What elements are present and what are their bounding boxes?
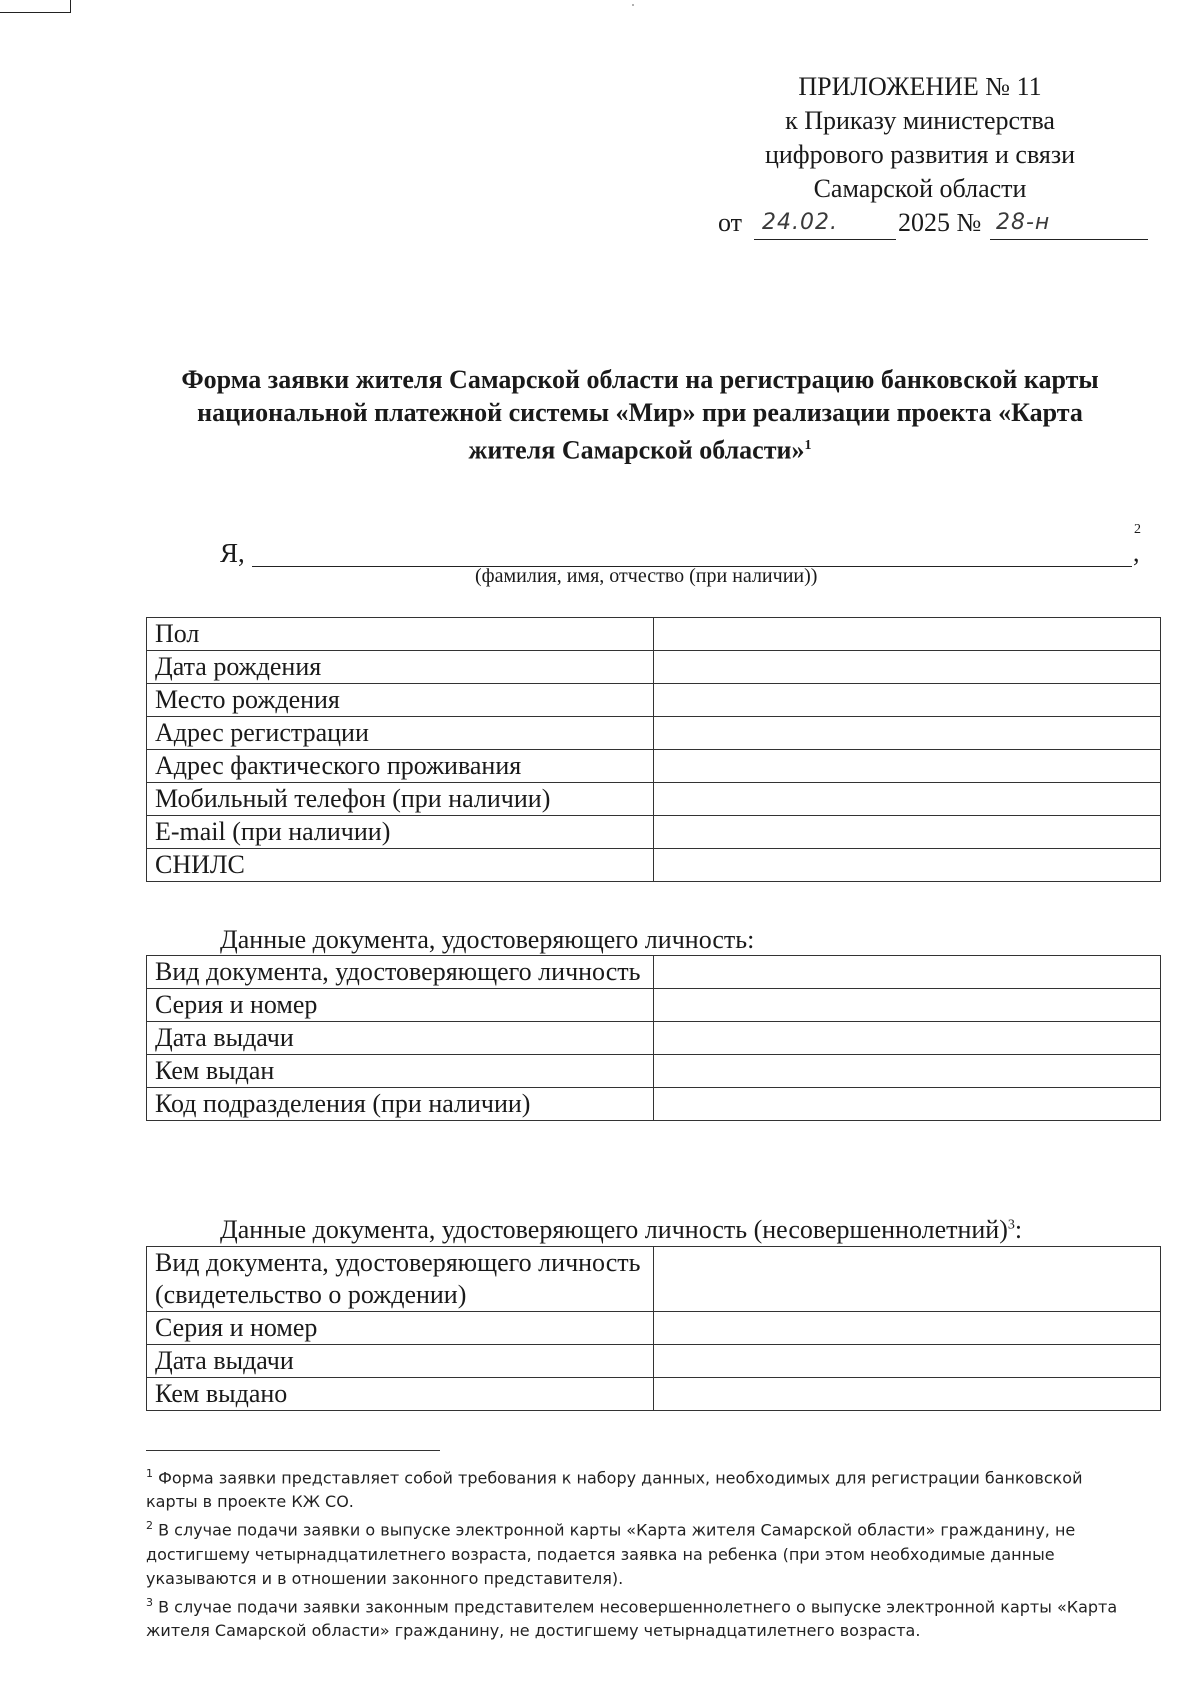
row-label: Адрес регистрации xyxy=(147,717,654,750)
table-row xyxy=(147,849,1161,882)
ministry-name: цифрового развития и связи xyxy=(764,140,1076,169)
row-value[interactable] xyxy=(654,717,1161,750)
table-row xyxy=(147,956,1161,989)
table-row xyxy=(147,816,1161,849)
footnote-mark: 3 xyxy=(146,1595,153,1609)
applicant-prefix: Я, xyxy=(220,538,245,568)
row-value[interactable] xyxy=(654,1345,1161,1378)
footnote-separator xyxy=(146,1450,440,1451)
applicant-footnote-mark: 2 xyxy=(1134,522,1141,537)
row-value[interactable] xyxy=(654,1312,1161,1345)
handwritten-number: 28-н xyxy=(996,210,1051,235)
row-value[interactable] xyxy=(654,1247,1161,1312)
row-value[interactable] xyxy=(654,750,1161,783)
row-label: Пол xyxy=(147,618,654,651)
table-row xyxy=(147,783,1161,816)
applicant-comma: , xyxy=(1133,538,1140,567)
form-title xyxy=(120,363,1160,467)
row-label: Серия и номер xyxy=(147,1312,654,1345)
title-line-1: Форма заявки жителя Самарской области на регистрацию банковской карты xyxy=(181,365,1099,394)
row-value[interactable] xyxy=(654,783,1161,816)
minor-heading-text: Данные документа, удостоверяющего личность (несовершеннолетний) xyxy=(220,1215,1008,1244)
applicant-name-caption: (фамилия, имя, отчество (при наличии)) xyxy=(475,565,818,587)
table-row xyxy=(147,989,1161,1022)
row-value[interactable] xyxy=(654,1055,1161,1088)
row-label: Место рождения xyxy=(147,684,654,717)
row-value[interactable] xyxy=(654,1378,1161,1411)
row-label: Вид документа, удостоверяющего личность xyxy=(147,956,654,989)
table-row xyxy=(147,1345,1161,1378)
title-footnote-mark: 1 xyxy=(804,438,812,453)
order-year: 2025 № xyxy=(898,208,982,237)
number-underline xyxy=(990,239,1148,240)
row-value[interactable] xyxy=(654,618,1161,651)
footnote-text: Форма заявки представляет собой требования к набору данных, необходимых для регистрации банковской карты в проекте КЖ СО. xyxy=(146,1468,1083,1512)
table-row xyxy=(147,1247,1161,1312)
table-row xyxy=(147,1055,1161,1088)
row-label: Дата рождения xyxy=(147,651,654,684)
row-label: Вид документа, удостоверяющего личность (свидетельство о рождении) xyxy=(147,1247,654,1312)
id-section-heading: Данные документа, удостоверяющего личность: xyxy=(220,925,755,954)
row-value[interactable] xyxy=(654,849,1161,882)
handwritten-date: 24.02. xyxy=(762,210,838,235)
table-row xyxy=(147,684,1161,717)
footnote-text: В случае подачи заявки о выпуске электронной карты «Карта жителя Самарской области» гражданину, не достигшему четырнадцатилетнего возраста, подается заявка на ребенка (при этом необходимые данные указываются и в отношении законного представителя). xyxy=(146,1520,1076,1588)
row-value[interactable] xyxy=(654,684,1161,717)
footnote-text: В случае подачи заявки законным представителем несовершеннолетнего о выпуске электронной карты «Карта жителя Самарской области» гражданину, не достигшему четырнадцатилетнего возраста. xyxy=(146,1596,1118,1640)
footnote xyxy=(146,1591,1136,1643)
table-row xyxy=(147,618,1161,651)
order-date-line xyxy=(718,200,1148,240)
scan-speck xyxy=(632,4,634,6)
table-row xyxy=(147,651,1161,684)
appendix-number: ПРИЛОЖЕНИЕ № 11 xyxy=(798,72,1042,101)
scan-frame-corner xyxy=(0,0,71,13)
row-label: E-mail (при наличии) xyxy=(147,816,654,849)
minor-heading-suffix: : xyxy=(1014,1215,1023,1244)
row-value[interactable] xyxy=(654,1088,1161,1121)
table-row xyxy=(147,1088,1161,1121)
minor-section-heading xyxy=(220,1215,1022,1245)
row-value[interactable] xyxy=(654,989,1161,1022)
table-row xyxy=(147,1378,1161,1411)
title-line-2: национальной платежной системы «Мир» при реализации проекта «Карта xyxy=(197,398,1083,427)
footnote-mark: 2 xyxy=(146,1519,153,1533)
personal-data-table xyxy=(146,617,1161,882)
row-label: СНИЛС xyxy=(147,849,654,882)
row-value[interactable] xyxy=(654,956,1161,989)
table-row xyxy=(147,717,1161,750)
approval-block xyxy=(700,70,1140,206)
footnote xyxy=(146,1462,1136,1514)
row-label: Кем выдан xyxy=(147,1055,654,1088)
date-prefix: от xyxy=(718,208,743,237)
region-name: Самарской области xyxy=(813,174,1027,203)
row-label: Адрес фактического проживания xyxy=(147,750,654,783)
row-value[interactable] xyxy=(654,816,1161,849)
footnotes xyxy=(146,1462,1136,1643)
row-label: Код подразделения (при наличии) xyxy=(147,1088,654,1121)
row-label: Дата выдачи xyxy=(147,1345,654,1378)
table-row xyxy=(147,1312,1161,1345)
order-reference: к Приказу министерства xyxy=(785,106,1055,135)
footnote xyxy=(146,1514,1136,1590)
row-label: Дата выдачи xyxy=(147,1022,654,1055)
id-document-table xyxy=(146,955,1161,1121)
footnote-mark: 1 xyxy=(146,1467,153,1480)
row-label: Серия и номер xyxy=(147,989,654,1022)
row-label: Кем выдано xyxy=(147,1378,654,1411)
row-value[interactable] xyxy=(654,651,1161,684)
table-row xyxy=(147,750,1161,783)
minor-heading-footnote-mark: 3 xyxy=(1007,1217,1015,1233)
title-line-3: жителя Самарской области» xyxy=(468,435,805,465)
row-label: Мобильный телефон (при наличии) xyxy=(147,783,654,816)
date-underline xyxy=(754,239,896,240)
row-value[interactable] xyxy=(654,1022,1161,1055)
table-row xyxy=(147,1022,1161,1055)
minor-document-table xyxy=(146,1246,1161,1411)
